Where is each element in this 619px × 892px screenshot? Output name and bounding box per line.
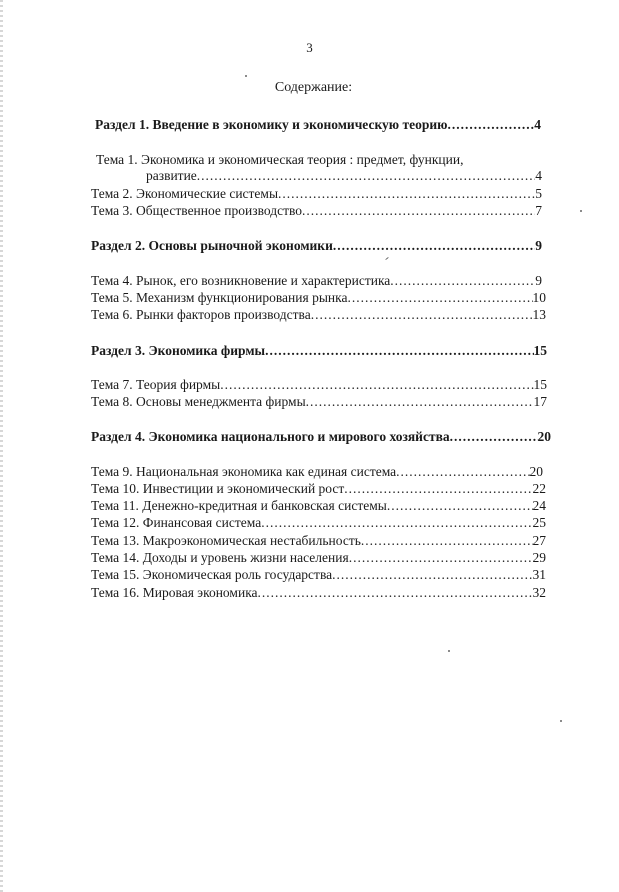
- toc-topic-14: Тема 14. Доходы и уровень жизни населения ..... 29: [91, 550, 546, 566]
- toc-topic-9: Тема 9. Национальная экономика как единая система ..... 20: [91, 464, 543, 480]
- toc-topic-16: Тема 16. Мировая экономика ..... 32: [91, 585, 546, 601]
- toc-topic-3: Тема 3. Общественное производство ..... 7: [91, 203, 542, 219]
- toc-topic-2: Тема 2. Экономические системы ..... 5: [91, 186, 542, 202]
- toc-section-4: Раздел 4. Экономика национального и мирового хозяйства ..... 20: [91, 429, 551, 445]
- scan-speck: [580, 210, 582, 212]
- scan-speck: [448, 650, 450, 652]
- toc-section-3: Раздел 3. Экономика фирмы ..... 15: [91, 343, 547, 359]
- scan-speck: [245, 75, 247, 77]
- scan-speck: [560, 720, 562, 722]
- toc-topic-5: Тема 5. Механизм функционирования рынка ..... 10: [91, 290, 546, 306]
- scan-edge: [0, 0, 3, 892]
- toc-topic-13: Тема 13. Макроэкономическая нестабильность ..... 27: [91, 533, 546, 549]
- toc-topic-1-cont: развитие ..... 4: [146, 168, 542, 184]
- page-number: 3: [306, 40, 313, 55]
- toc-topic-6: Тема 6. Рынки факторов производства ..... 13: [91, 307, 546, 323]
- toc-topic-7: Тема 7. Теория фирмы ..... 15: [91, 377, 547, 393]
- toc-section-1: Раздел 1. Введение в экономику и экономическую теорию ..... 4: [95, 117, 541, 133]
- toc-topic-1: Тема 1. Экономика и экономическая теория : предмет, функции,: [96, 152, 464, 167]
- toc-topic-4: Тема 4. Рынок, его возникновение и характеристика ..... 9: [91, 273, 542, 289]
- toc-topic-15: Тема 15. Экономическая роль государства ..... 31: [91, 567, 546, 583]
- toc-section-2: Раздел 2. Основы рыночной экономики ..... 9: [91, 238, 542, 254]
- toc-topic-12: Тема 12. Финансовая система ..... 25: [91, 515, 546, 531]
- scan-speck: [385, 257, 389, 260]
- toc-topic-10: Тема 10. Инвестиции и экономический рост ..... 22: [91, 481, 546, 497]
- toc-topic-8: Тема 8. Основы менеджмента фирмы ..... 17: [91, 394, 547, 410]
- toc-heading: Содержание:: [274, 80, 353, 95]
- toc-topic-11: Тема 11. Денежно-кредитная и банковская системы ..... 24: [91, 498, 546, 514]
